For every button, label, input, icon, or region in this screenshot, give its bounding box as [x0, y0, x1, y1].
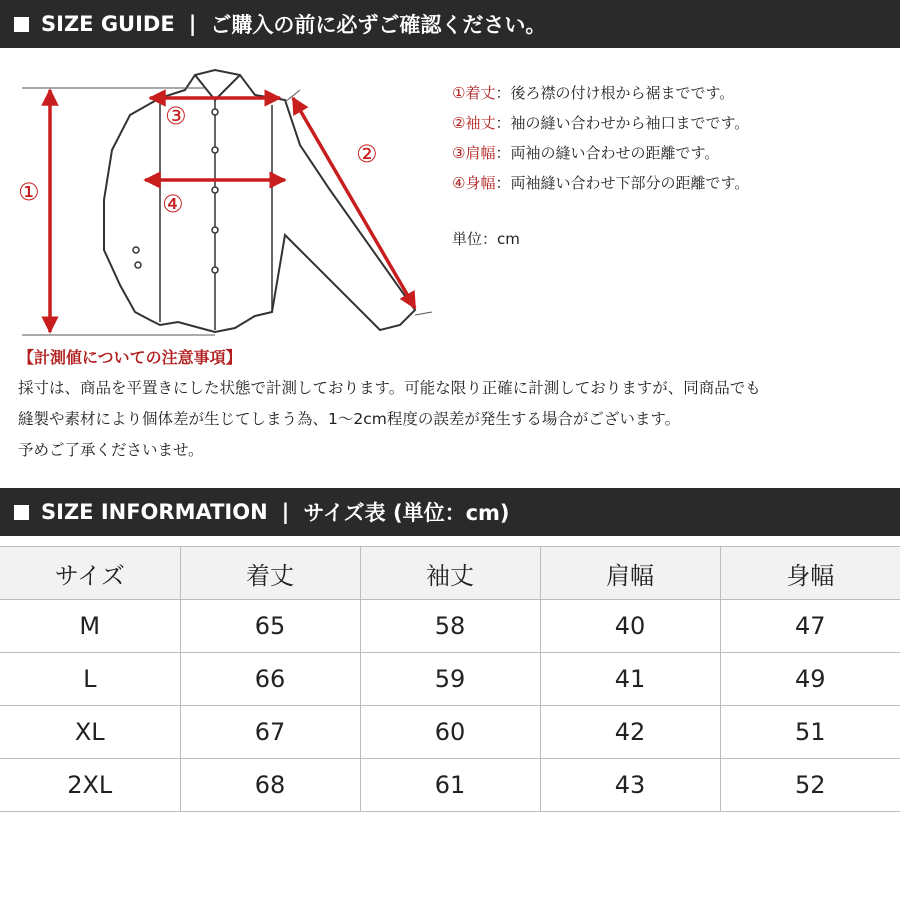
banner-separator: |	[281, 500, 290, 524]
measurement-legend	[452, 78, 749, 254]
notes-line: 採寸は、商品を平置きにした状態で計測しております。可能な限り正確に計測しておりますが、同商品でも	[18, 379, 761, 397]
legend-item	[452, 78, 749, 108]
marker-label-4: ④	[162, 190, 184, 218]
measurement-notes	[18, 342, 761, 466]
table-cell: 68	[180, 759, 360, 812]
table-header-row	[0, 547, 900, 600]
shirt-outline	[104, 70, 415, 332]
legend-item	[452, 108, 749, 138]
column-header: 袖丈	[360, 547, 540, 600]
column-header: 着丈	[180, 547, 360, 600]
size-guide-message: ご購入の前に必ずご確認ください。	[210, 13, 547, 37]
column-header: 身幅	[720, 547, 900, 600]
size-information-title: SIZE INFORMATION	[41, 500, 268, 524]
table-cell: 60	[360, 706, 540, 759]
column-header: サイズ	[0, 547, 180, 600]
notes-line: 予めご了承くださいませ。	[18, 441, 204, 459]
legend-key: ②袖丈	[452, 114, 496, 132]
table-cell: 59	[360, 653, 540, 706]
size-table	[0, 546, 900, 812]
legend-key: ④身幅	[452, 174, 496, 192]
table-cell: 61	[360, 759, 540, 812]
diagram-guide-lines	[22, 88, 432, 335]
size-information-message: サイズ表 (単位：cm)	[303, 501, 510, 525]
table-cell: 41	[540, 653, 720, 706]
size-information-banner	[0, 488, 900, 536]
table-cell: 52	[720, 759, 900, 812]
shirt-measurement-diagram	[0, 50, 450, 345]
unit-label: 単位：cm	[452, 230, 520, 248]
size-cell: XL	[0, 706, 180, 759]
table-cell: 49	[720, 653, 900, 706]
table-cell: 40	[540, 600, 720, 653]
marker-label-3: ③	[165, 102, 187, 130]
table-cell: 66	[180, 653, 360, 706]
legend-item	[452, 168, 749, 198]
table-row	[0, 706, 900, 759]
marker-label-2: ②	[356, 140, 378, 168]
legend-text: ：両袖の縫い合わせの距離です。	[495, 144, 720, 162]
table-cell: 43	[540, 759, 720, 812]
table-row	[0, 653, 900, 706]
size-guide-title: SIZE GUIDE	[41, 12, 175, 36]
banner-separator: |	[188, 12, 197, 36]
size-guide-banner	[0, 0, 900, 48]
size-cell: 2XL	[0, 759, 180, 812]
legend-item	[452, 138, 749, 168]
table-cell: 51	[720, 706, 900, 759]
size-cell: L	[0, 653, 180, 706]
legend-text: ：袖の縫い合わせから袖口までです。	[495, 114, 750, 132]
table-cell: 67	[180, 706, 360, 759]
legend-key: ③肩幅	[452, 144, 496, 162]
table-row	[0, 600, 900, 653]
table-cell: 47	[720, 600, 900, 653]
size-cell: M	[0, 600, 180, 653]
marker-label-1: ①	[18, 178, 40, 206]
notes-line: 縫製や素材により個体差が生じてしまう為、1～2cm程度の誤差が発生する場合がございます。	[18, 410, 681, 428]
legend-key: ①着丈	[452, 84, 496, 102]
table-cell: 58	[360, 600, 540, 653]
table-cell: 65	[180, 600, 360, 653]
table-cell: 42	[540, 706, 720, 759]
square-bullet-icon	[14, 17, 29, 32]
legend-text: ：両袖縫い合わせ下部分の距離です。	[495, 174, 750, 192]
legend-text: ：後ろ襟の付け根から裾までです。	[495, 84, 735, 102]
column-header: 肩幅	[540, 547, 720, 600]
table-row	[0, 759, 900, 812]
square-bullet-icon	[14, 505, 29, 520]
notes-heading: 【計測値についての注意事項】	[18, 348, 242, 367]
